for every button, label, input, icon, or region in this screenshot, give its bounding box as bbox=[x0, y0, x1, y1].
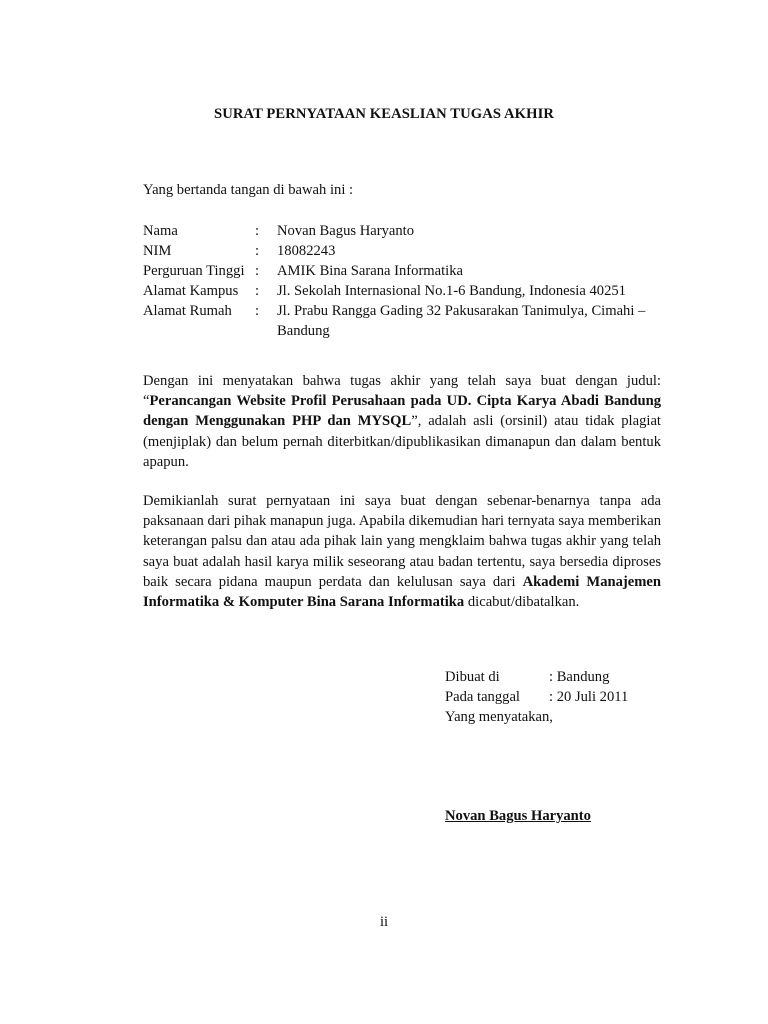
field-label: NIM bbox=[143, 243, 172, 259]
declarant-label: Yang menyatakan, bbox=[445, 709, 553, 725]
signature-block bbox=[445, 667, 675, 727]
field-colon: : bbox=[255, 223, 260, 239]
page-number: ii bbox=[379, 914, 389, 930]
declaration-text-before: Demikianlah surat pernyataan ini saya buat dengan sebenar-benarnya tanpa ada paksanaan dari pihak manapun juga. Apabila dikemudian hari ternyata saya memberikan keterangan palsu dan atau ada pihak lain yang mengklaim bahwa tugas akhir yang telah saya buat adalah hasil karya milik seseorang atau badan tertentu, saya bersedia diproses baik secara pidana maupun perdata dan kelulusan saya dari bbox=[143, 493, 661, 590]
field-label: Perguruan Tinggi bbox=[143, 263, 245, 279]
declaration-paragraph bbox=[143, 491, 661, 612]
field-label: Alamat Rumah bbox=[143, 303, 232, 319]
date-label: Pada tanggal bbox=[445, 689, 520, 705]
field-value: Novan Bagus Haryanto bbox=[277, 223, 414, 239]
field-colon: : bbox=[255, 303, 260, 319]
field-row-perguruan-tinggi bbox=[143, 261, 668, 281]
field-colon: : bbox=[255, 243, 260, 259]
document-title: SURAT PERNYATAAN KEASLIAN TUGAS AKHIR bbox=[214, 106, 554, 122]
date-row bbox=[445, 687, 675, 707]
made-in-label: Dibuat di bbox=[445, 669, 500, 685]
intro-text: Yang bertanda tangan di bawah ini : bbox=[143, 182, 354, 198]
field-value: Jl. Sekolah Internasional No.1-6 Bandung, Indonesia 40251 bbox=[277, 283, 626, 299]
institution-name: Akademi Manajemen Informatika & Komputer Bina Sarana Informatika bbox=[143, 573, 661, 611]
field-row-alamat-kampus bbox=[143, 281, 668, 301]
field-row-nim bbox=[143, 241, 668, 261]
declaration-text-after: dicabut/dibatalkan. bbox=[464, 594, 580, 611]
signer-name: Novan Bagus Haryanto bbox=[445, 808, 591, 824]
field-row-alamat-rumah bbox=[143, 301, 668, 341]
field-value: Jl. Prabu Rangga Gading 32 Pakusarakan Tanimulya, Cimahi – Bandung bbox=[277, 303, 646, 339]
field-value: 18082243 bbox=[277, 243, 336, 259]
field-label: Nama bbox=[143, 223, 178, 239]
field-colon: : bbox=[255, 263, 260, 279]
field-label: Alamat Kampus bbox=[143, 283, 239, 299]
field-row-nama bbox=[143, 221, 668, 241]
made-in-row bbox=[445, 667, 675, 687]
date-value: : 20 Juli 2011 bbox=[549, 689, 629, 705]
statement-text-after: ”, adalah asli (orsinil) atau tidak plagiat (menjiplak) dan belum pernah diterbitkan/dipublikasikan dimanapun dan dalam bentuk apapun. bbox=[143, 413, 661, 470]
statement-paragraph bbox=[143, 371, 661, 472]
statement-text-before: Dengan ini menyatakan bahwa tugas akhir yang telah saya buat dengan judul: “ bbox=[143, 373, 661, 410]
thesis-title: Perancangan Website Profil Perusahaan pada UD. Cipta Karya Abadi Bandung dengan Menggunakan PHP dan MYSQL bbox=[143, 393, 661, 430]
field-colon: : bbox=[255, 283, 260, 299]
made-in-value: : Bandung bbox=[549, 669, 610, 685]
identity-fields bbox=[143, 221, 668, 341]
field-value: AMIK Bina Sarana Informatika bbox=[277, 263, 464, 279]
